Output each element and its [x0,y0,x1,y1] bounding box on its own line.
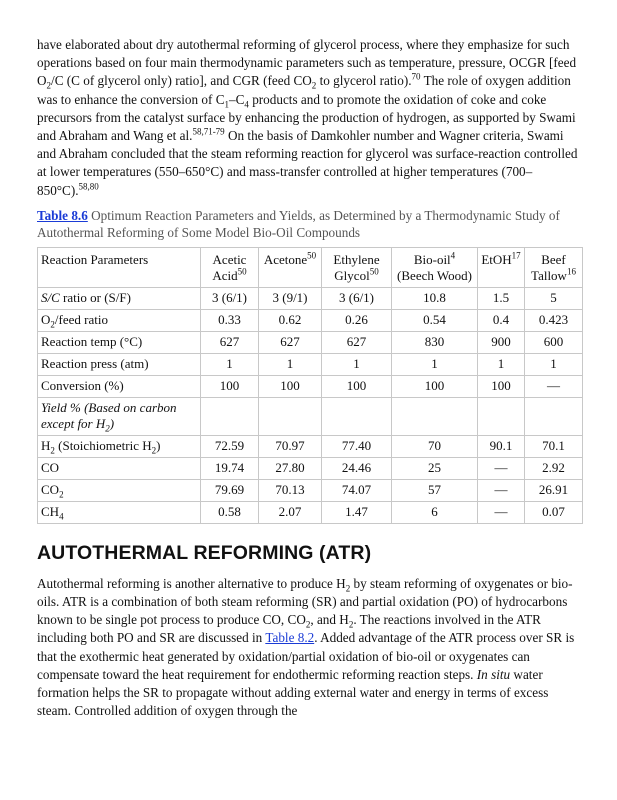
table-cell: 70.1 [525,435,583,457]
table-row [38,353,583,375]
table-cell: 1 [201,353,259,375]
table-cell: 627 [201,331,259,353]
section-heading: AUTOTHERMAL REFORMING (ATR) [37,541,372,564]
row-label-ch4: $CH_4$ [38,501,201,523]
table-cell: 25 [392,457,478,479]
table-cell: 1 [525,353,583,375]
table-cell [259,397,322,435]
table-cell: 3 (9/1) [259,287,322,309]
table-cell [201,397,259,435]
table-cell [392,397,478,435]
table-cell: 2.07 [259,501,322,523]
table-8-2-link[interactable]: Table 8.2 [265,630,315,646]
table-cell: 1 [392,353,478,375]
table-cell: 0.07 [525,501,583,523]
table-cell: 900 [478,331,525,353]
table-caption: Table 8.6 Optimum Reaction Parameters and Yields, as Determined by a Thermodynamic Study of Autothermal Reforming of Some Model Bio-Oil Compounds [37,207,560,240]
table-row [38,331,583,353]
table-cell [478,397,525,435]
table-cell: 100 [259,375,322,397]
table-cell: 24.46 [322,457,392,479]
table-cell: — [478,501,525,523]
table-cell: 1 [259,353,322,375]
table-cell: 1 [478,353,525,375]
page [37,36,585,720]
row-label-sc: S/C ratio or (S/F) [38,287,201,309]
row-label-co: CO [38,457,201,479]
table-cell: 70.13 [259,479,322,501]
table-cell: 0.58 [201,501,259,523]
table-cell: 3 (6/1) [201,287,259,309]
intro-paragraph: have elaborated about dry autothermal reforming of glycerol process, where they emphasize for such operations based on four main thermodynamic parameters such as temperature, pressure, OCGR [feed $O_2/C$ (C of glycerol only) ratio], and CGR (feed $CO_2$ to glycerol ratio).$^{70}$ The role of oxygen addition was to enhance the conversion of $C_1-C_4$ products and to promote the oxidation of coke and coke precursors from the catalyst surface by enhancing the production of hydrogen, as supported by Swami and Abraham and Wang et al.$^{58,71-79}$ On the basis of Damkohler number and Wagner criteria, Swami and Abraham concluded that the steam reforming reaction for glycerol was surface-reaction controlled at lower temperatures (550–650°C) and mass-transfer controlled at higher temperatures (700–850°C).$^{58,80}$ [37,37,578,198]
row-label-press: Reaction press (atm) [38,353,201,375]
table-cell: 6 [392,501,478,523]
table-cell: 2.92 [525,457,583,479]
header-bio-oil: Bio-oil$^4$ (Beech Wood) [392,247,478,287]
table-cell [525,397,583,435]
table-cell: 600 [525,331,583,353]
table-cell: — [478,457,525,479]
row-label-h2: $H_2$ (Stoichiometric $H_2$) [38,435,201,457]
table-cell: 0.62 [259,309,322,331]
table-cell: 72.59 [201,435,259,457]
table-cell: 74.07 [322,479,392,501]
table-cell: 830 [392,331,478,353]
parameters-table [37,247,583,524]
header-reaction-parameters: Reaction Parameters [38,247,201,287]
table-cell [322,397,392,435]
table-cell: 0.4 [478,309,525,331]
row-label-co2: $CO_2$ [38,479,201,501]
row-label-conversion: Conversion (%) [38,375,201,397]
table-cell: 57 [392,479,478,501]
table-cell: 1.5 [478,287,525,309]
table-row [38,397,583,435]
table-cell: 0.33 [201,309,259,331]
table-cell: 77.40 [322,435,392,457]
header-etoh: EtOH$^{17}$ [478,247,525,287]
header-acetone: Acetone$^{50}$ [259,247,322,287]
citation-58-80: 58,80 [78,181,99,192]
table-row [38,457,583,479]
table-cell: 26.91 [525,479,583,501]
table-row [38,375,583,397]
table-header-row [38,247,583,287]
row-label-o2-feed: $O_2$/feed ratio [38,309,201,331]
table-row [38,309,583,331]
row-label-yield: Yield % (Based on carbon except for $H_2$) [38,397,201,435]
table-cell: 0.26 [322,309,392,331]
table-cell: 1.47 [322,501,392,523]
table-cell: 5 [525,287,583,309]
table-row [38,435,583,457]
table-8-6-link[interactable]: Table 8.6 [37,207,88,223]
table-row [38,287,583,309]
table-cell: 100 [392,375,478,397]
table-cell: 70.97 [259,435,322,457]
table-row [38,479,583,501]
table-cell: 3 (6/1) [322,287,392,309]
header-acetic-acid: Acetic Acid$^{50}$ [201,247,259,287]
table-cell: 79.69 [201,479,259,501]
table-cell: 10.8 [392,287,478,309]
table-cell: 27.80 [259,457,322,479]
table-cell: 1 [322,353,392,375]
table-cell: 19.74 [201,457,259,479]
header-ethylene-glycol: Ethylene Glycol$^{50}$ [322,247,392,287]
table-cell: 90.1 [478,435,525,457]
row-label-temp: Reaction temp (°C) [38,331,201,353]
table-cell: — [478,479,525,501]
table-cell: 0.423 [525,309,583,331]
header-beef-tallow: Beef Tallow$^{16}$ [525,247,583,287]
citation-58-71-79: 58,71-79 [192,126,225,137]
table-cell: 100 [201,375,259,397]
table-cell: 70 [392,435,478,457]
citation-70: 70 [411,72,421,83]
table-cell: 100 [322,375,392,397]
table-row [38,501,583,523]
atr-paragraph: Autothermal reforming is another alternative to produce $H_2$ by steam reforming of oxygenates or bio-oils. ATR is a combination of both steam reforming (SR) and partial oxidation (PO) of hydrocarbons known to be single pot process to produce CO, $CO_2$, and $H_2$. The reactions involved in the ATR including both PO and SR are discussed in Table 8.2. Added advantage of the ATR process over SR is that the exothermic heat generated by oxidation/partial oxidation of bio-oil or oxygenates can compensate toward the heat requirement for endothermic reforming reaction steps. In situ water formation helps the SR to propagate without adding external water and energy in terms of excess steam. Controlled addition of oxygen through the [37,575,575,719]
table-cell: — [525,375,583,397]
table-cell: 100 [478,375,525,397]
table-cell: 627 [322,331,392,353]
table-cell: 0.54 [392,309,478,331]
table-cell: 627 [259,331,322,353]
